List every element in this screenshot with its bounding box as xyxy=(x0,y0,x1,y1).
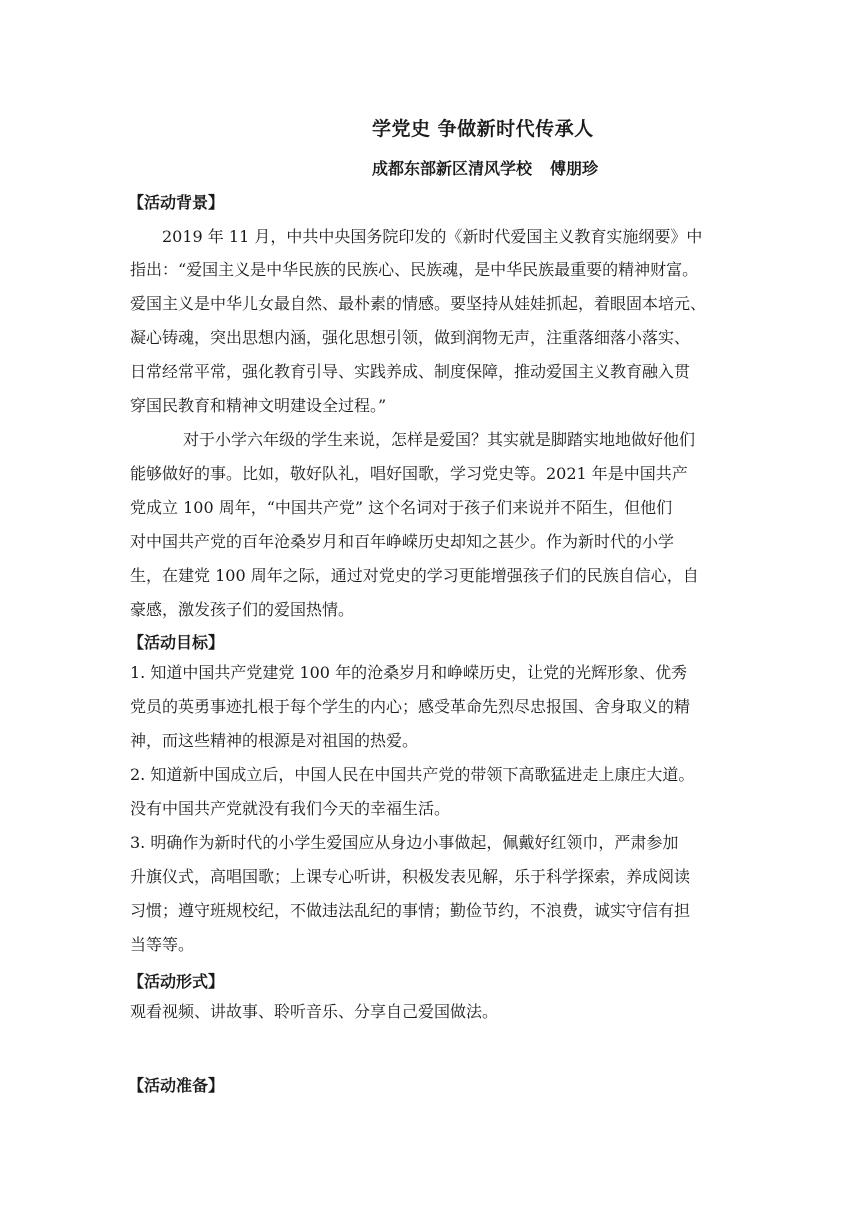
paragraph-line: 豪感，激发孩子们的爱国热情。 xyxy=(130,600,355,619)
paragraph-line: 能够做好的事。比如，敬好队礼，唱好国歌，学习党史等。2021 年是中国共产 xyxy=(130,464,688,483)
section-heading-form: 【活动形式】 xyxy=(128,972,225,991)
goal-line: 1. 知道中国共产党建党 100 年的沧桑岁月和峥嵘历史，让党的光辉形象、优秀 xyxy=(130,663,688,682)
document-title: 学党史 争做新时代传承人 xyxy=(372,118,594,140)
paragraph-line: 党成立 100 周年，“中国共产党” 这个名词对于孩子们来说并不陌生，但他们 xyxy=(130,498,673,517)
section-heading-goals: 【活动目标】 xyxy=(128,633,225,652)
goal-line: 2. 知道新中国成立后，中国人民在中国共产党的带领下高歌猛进走上康庄大道。 xyxy=(130,765,695,784)
paragraph-line: 穿国民教育和精神文明建设全过程。” xyxy=(130,396,387,415)
form-line: 观看视频、讲故事、聆听音乐、分享自己爱国做法。 xyxy=(130,1002,499,1021)
goal-line: 习惯；遵守班规校纪，不做违法乱纪的事情；勤俭节约，不浪费，诚实守信有担 xyxy=(130,901,691,920)
section-heading-preparation: 【活动准备】 xyxy=(128,1076,225,1095)
goal-line: 党员的英勇事迹扎根于每个学生的内心；感受革命先烈尽忠报国、舍身取义的精 xyxy=(130,697,691,716)
goal-line: 神，而这些精神的根源是对祖国的热爱。 xyxy=(130,731,419,750)
author-school: 成都东部新区清风学校 xyxy=(372,159,533,178)
paragraph-line: 对中国共产党的百年沧桑岁月和百年峥嵘历史却知之甚少。作为新时代的小学 xyxy=(130,532,675,551)
goal-line: 3. 明确作为新时代的小学生爱国应从身边小事做起，佩戴好红领巾，严肃参加 xyxy=(130,833,679,852)
section-heading-background: 【活动背景】 xyxy=(128,193,225,212)
goal-line: 没有中国共产党就没有我们今天的幸福生活。 xyxy=(130,799,451,818)
paragraph-line: 凝心铸魂，突出思想内涵，强化思想引领，做到润物无声，注重落细落小落实、 xyxy=(130,328,691,347)
paragraph-line: 2019 年 11 月，中共中央国务院印发的《新时代爱国主义教育实施纲要》中 xyxy=(162,227,703,246)
paragraph-line: 日常经常平常，强化教育引导、实践养成、制度保障，推动爱国主义教育融入贯 xyxy=(130,362,691,381)
goal-line: 升旗仪式，高唱国歌；上课专心听讲，积极发表见解，乐于科学探索，养成阅读 xyxy=(130,867,691,886)
paragraph-line: 生，在建党 100 周年之际，通过对党史的学习更能增强孩子们的民族自信心，自 xyxy=(130,566,699,585)
goal-line: 当等等。 xyxy=(130,935,195,954)
paragraph-line: 爱国主义是中华儿女最自然、最朴素的情感。要坚持从娃娃抓起，着眼固本培元、 xyxy=(130,294,707,313)
paragraph-line: 对于小学六年级的学生来说，怎样是爱国？其实就是脚踏实地地做好他们 xyxy=(183,430,696,449)
author-name: 傅朋珍 xyxy=(550,159,599,178)
paragraph-line: 指出：“爱国主义是中华民族的民族心、民族魂，是中华民族最重要的精神财富。 xyxy=(130,260,699,279)
author-line xyxy=(372,156,598,179)
